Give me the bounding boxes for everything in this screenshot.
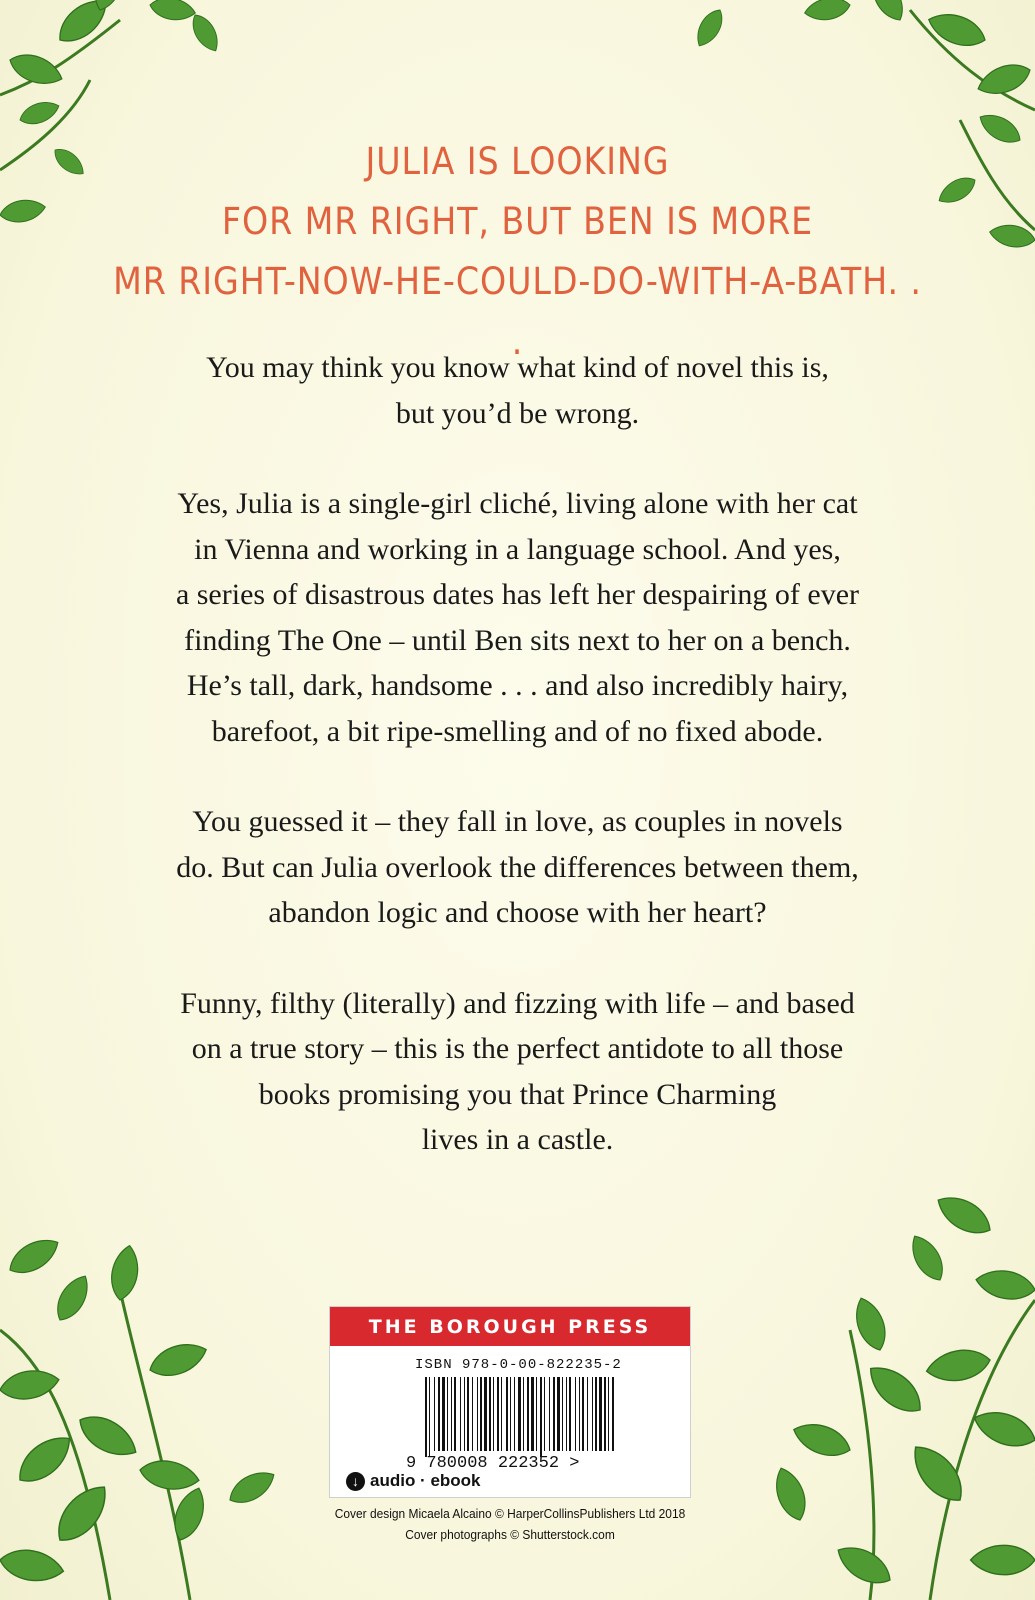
blurb-paragraph	[90, 799, 945, 936]
barcode-bar	[493, 1377, 494, 1451]
publisher-name: THE BOROUGH PRESS	[330, 1307, 690, 1346]
barcode-bar	[447, 1377, 448, 1451]
barcode-bar	[425, 1377, 427, 1457]
headline-line: FOR MR RIGHT, BUT BEN IS MORE	[221, 200, 814, 243]
blurb-line: Funny, filthy (literally) and fizzing with life – and based	[180, 986, 855, 1020]
blurb-line: but you’d be wrong.	[395, 396, 640, 430]
headline-line: JULIA IS LOOKING	[365, 140, 670, 183]
barcode-bar	[506, 1377, 508, 1451]
barcode-bar	[582, 1377, 584, 1451]
barcode-bar	[480, 1377, 482, 1451]
barcode-bar	[489, 1377, 491, 1451]
barcode-bar	[527, 1377, 529, 1451]
barcode-bar	[544, 1377, 545, 1451]
barcode-bar	[460, 1377, 461, 1451]
barcode-bar	[442, 1377, 445, 1451]
blurb-line: abandon logic and choose with her heart?	[268, 896, 767, 929]
blurb-line: on a true story – this is the perfect antidote to all those	[191, 1032, 844, 1065]
credit-line: Cover design Micaela Alcaino © HarperCollinsPublishers Ltd 2018	[334, 1506, 686, 1521]
blurb-paragraph	[90, 345, 945, 436]
download-icon: ↓	[346, 1472, 365, 1491]
barcode-bar	[467, 1377, 469, 1451]
formats-label	[346, 1471, 481, 1491]
headline-line: MR RIGHT-NOW-HE-COULD-DO-WITH-A-BATH. . .	[113, 260, 922, 363]
blurb-line: Yes, Julia is a single-girl cliché, living alone with her cat	[177, 487, 858, 520]
barcode-bar	[562, 1377, 563, 1451]
barcode-bar	[464, 1377, 465, 1451]
barcode-bar	[501, 1377, 502, 1451]
blurb-line: in Vienna and working in a language school. And yes,	[194, 532, 841, 566]
barcode-bar	[514, 1377, 515, 1451]
blurb-paragraph	[90, 981, 945, 1163]
credits	[317, 1503, 703, 1545]
barcode-bar	[434, 1377, 435, 1451]
barcode-box	[329, 1306, 691, 1498]
blurb-line: a series of disastrous dates has left her despairing of ever	[175, 578, 860, 611]
blurb	[90, 345, 945, 1208]
barcode-bar	[497, 1377, 499, 1451]
barcode-bar	[608, 1377, 609, 1451]
blurb-line: barefoot, a bit ripe-smelling and of no fixed abode.	[211, 714, 824, 748]
barcode-bar	[540, 1377, 542, 1457]
blurb-line: You may think you know what kind of novel this is,	[206, 351, 829, 384]
barcode-bar	[579, 1377, 580, 1451]
barcode-digits: 9 780008 222352 >	[406, 1454, 580, 1473]
blurb-line: He’s tall, dark, handsome . . . and also incredibly hairy,	[186, 669, 849, 702]
barcode-bar	[549, 1377, 550, 1451]
barcode-bar	[454, 1377, 456, 1451]
barcode-bar	[429, 1377, 430, 1457]
headline	[60, 132, 975, 372]
barcode-bar	[592, 1377, 593, 1451]
barcode-bar	[566, 1377, 567, 1451]
barcode-bar	[518, 1377, 521, 1451]
blurb-line: finding The One – until Ben sits next to her on a bench.	[184, 623, 851, 657]
barcode-bar	[523, 1377, 524, 1451]
blurb-line: You guessed it – they fall in love, as couples in novels	[192, 805, 843, 838]
barcode-bar	[604, 1377, 606, 1451]
credit-line: Cover photographs © Shutterstock.com	[405, 1527, 615, 1542]
barcode-bar	[438, 1377, 440, 1451]
blurb-line: lives in a castle.	[421, 1123, 614, 1156]
isbn-number: ISBN 978-0-00-822235-2	[415, 1357, 622, 1373]
barcode-bar	[557, 1377, 560, 1451]
barcode-bar	[536, 1377, 537, 1451]
barcode-bar	[484, 1377, 487, 1451]
barcode-bar	[451, 1377, 452, 1451]
barcode-bar	[472, 1377, 473, 1451]
barcode-graphic	[425, 1377, 615, 1457]
barcode-bar	[612, 1377, 614, 1451]
barcode-bar	[569, 1377, 571, 1451]
barcode-bar	[477, 1377, 478, 1451]
barcode-bar	[599, 1377, 602, 1451]
barcode-bar	[587, 1377, 588, 1451]
barcode-bar	[553, 1377, 555, 1451]
blurb-paragraph	[90, 481, 945, 754]
formats-text: audio · ebook	[370, 1471, 481, 1490]
barcode-bar	[595, 1377, 597, 1451]
barcode-bar	[575, 1377, 576, 1451]
barcode-bar	[510, 1377, 511, 1451]
blurb-line: do. But can Julia overlook the differences between them,	[176, 850, 859, 884]
barcode-bar	[531, 1377, 534, 1451]
blurb-line: books promising you that Prince Charming	[258, 1077, 777, 1111]
